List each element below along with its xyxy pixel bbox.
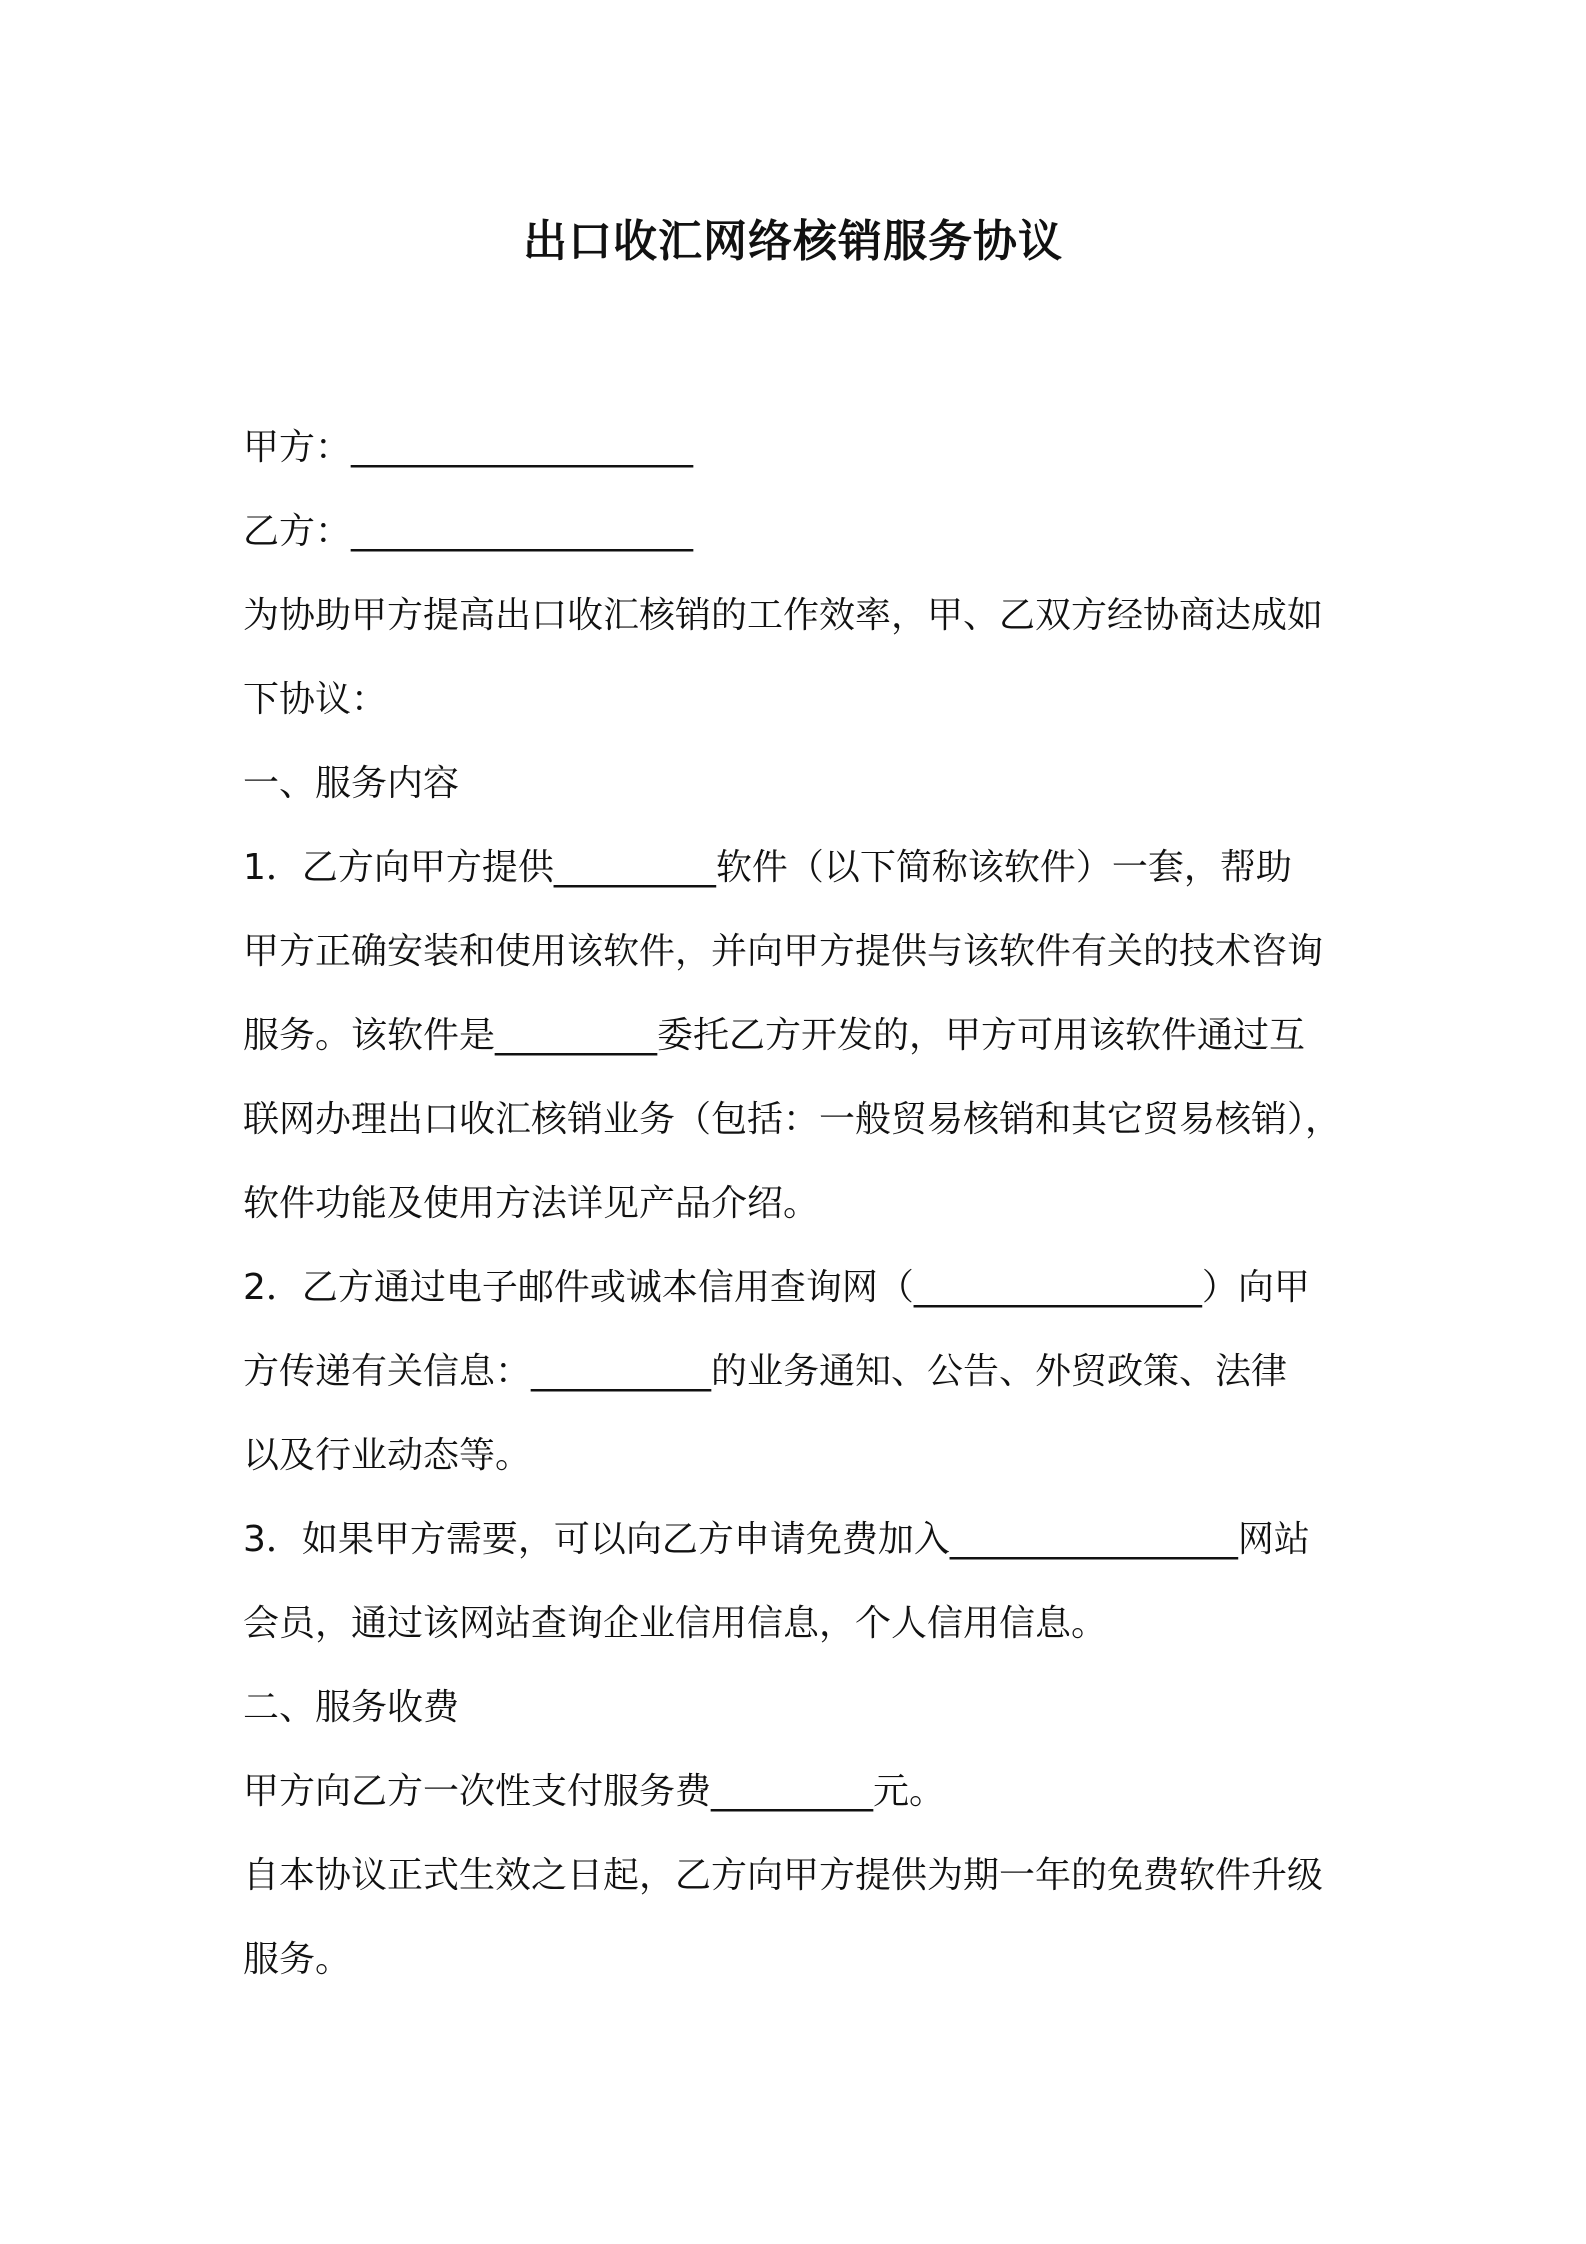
section-heading-service-content: 一、服务内容 (243, 763, 460, 804)
clause-1-line-1: 1．乙方向甲方提供_________软件（以下简称该软件）一套，帮助 (243, 847, 1292, 888)
clause-3-line-2: 会员，通过该网站查询企业信用信息，个人信用信息。 (243, 1603, 1108, 1644)
party-a-line: 甲方：___________________ (243, 427, 694, 468)
clause-1-line-3: 服务。该软件是_________委托乙方开发的，甲方可用该软件通过互 (243, 1015, 1306, 1056)
preamble-line-2: 下协议： (243, 679, 388, 720)
fee-line: 甲方向乙方一次性支付服务费_________元。 (243, 1771, 946, 1812)
document-title: 出口收汇网络核销服务协议 (523, 216, 1063, 267)
clause-1-line-5: 软件功能及使用方法详见产品介绍。 (243, 1183, 820, 1224)
party-b-line: 乙方：___________________ (243, 511, 694, 552)
document-body (243, 406, 1353, 2002)
clause-3-line-1: 3．如果甲方需要，可以向乙方申请免费加入________________网站 (243, 1519, 1310, 1560)
clause-1-line-2: 甲方正确安装和使用该软件，并向甲方提供与该软件有关的技术咨询 (243, 931, 1324, 972)
clause-1-line-4: 联网办理出口收汇核销业务（包括：一般贸易核销和其它贸易核销）， (243, 1099, 1342, 1140)
section-heading-service-fee: 二、服务收费 (243, 1687, 460, 1728)
preamble-line-1: 为协助甲方提高出口收汇核销的工作效率，甲、乙双方经协商达成如 (243, 595, 1324, 636)
clause-2-line-3: 以及行业动态等。 (243, 1435, 532, 1476)
upgrade-line-2: 服务。 (243, 1939, 352, 1980)
upgrade-line-1: 自本协议正式生效之日起，乙方向甲方提供为期一年的免费软件升级 (243, 1855, 1324, 1896)
clause-2-line-1: 2．乙方通过电子邮件或诚本信用查询网（________________）向甲 (243, 1267, 1310, 1308)
clause-2-line-2: 方传递有关信息：__________的业务通知、公告、外贸政策、法律 (243, 1351, 1288, 1392)
